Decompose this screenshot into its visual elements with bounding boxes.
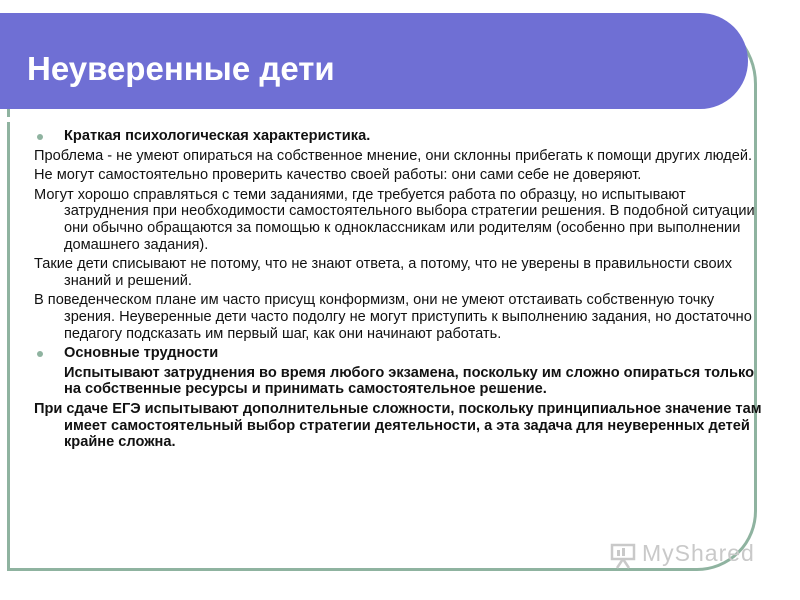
paragraph-text: В поведенческом плане им часто присущ конформизм, они не умеют отстаивать собственную точку зрения. Неуверенные дети часто подолгу не могут приступить к выполнению задания, но достаточно педагогу подсказать им первый шаг, как они начинают работать. [34,292,752,342]
paragraph-text: Могут хорошо справляться с теми заданиями, где требуется работа по образцу, но испытывают затруднения при необходимости самостоятельного выбора стратегии решения. В подобной ситуации они обычно обращаются за помощью к одноклассникам или родителям (особенно при выполнении домашнего задания). [34,186,755,253]
bullet-item [34,345,762,362]
slide-body [34,128,762,454]
paragraph-text: При сдаче ЕГЭ испытывают дополнительные сложности, поскольку принципиальное значение там имеет самостоятельный выбор стратегии деятельности, а эта задача для неуверенных детей крайне сложна. [34,400,762,451]
slide-title: Неуверенные дети [27,50,335,87]
paragraph [34,292,762,342]
paragraph-text: Не могут самостоятельно проверить качество своей работы: они сами себе не доверяют. [34,167,642,184]
paragraph [34,365,762,398]
paragraph-text: Проблема - не умеют опираться на собственное мнение, они склонны прибегать к помощи других людей. [34,147,753,164]
bullet-icon [37,351,43,357]
paragraph [34,167,762,184]
paragraph [34,256,762,289]
paragraph [34,148,762,165]
paragraph-text: Основные трудности [64,345,219,362]
bullet-item [34,128,762,145]
title-bar [0,13,748,109]
watermark-text: MyShared [642,540,755,566]
paragraph-text: Такие дети списывают не потому, что не знают ответа, а потому, что не уверены в правильности своих знаний и решений. [34,256,733,289]
paragraph-text: Испытывают затруднения во время любого экзамена, поскольку им сложно опираться только на собственные ресурсы и принимать самостоятельное решение. [64,364,754,398]
paragraph [34,187,762,253]
paragraph [34,401,762,451]
title-underline [0,117,707,122]
presentation-board-icon [606,543,640,569]
paragraph-text: Краткая психологическая характеристика. [64,128,371,144]
bullet-icon [37,134,43,140]
